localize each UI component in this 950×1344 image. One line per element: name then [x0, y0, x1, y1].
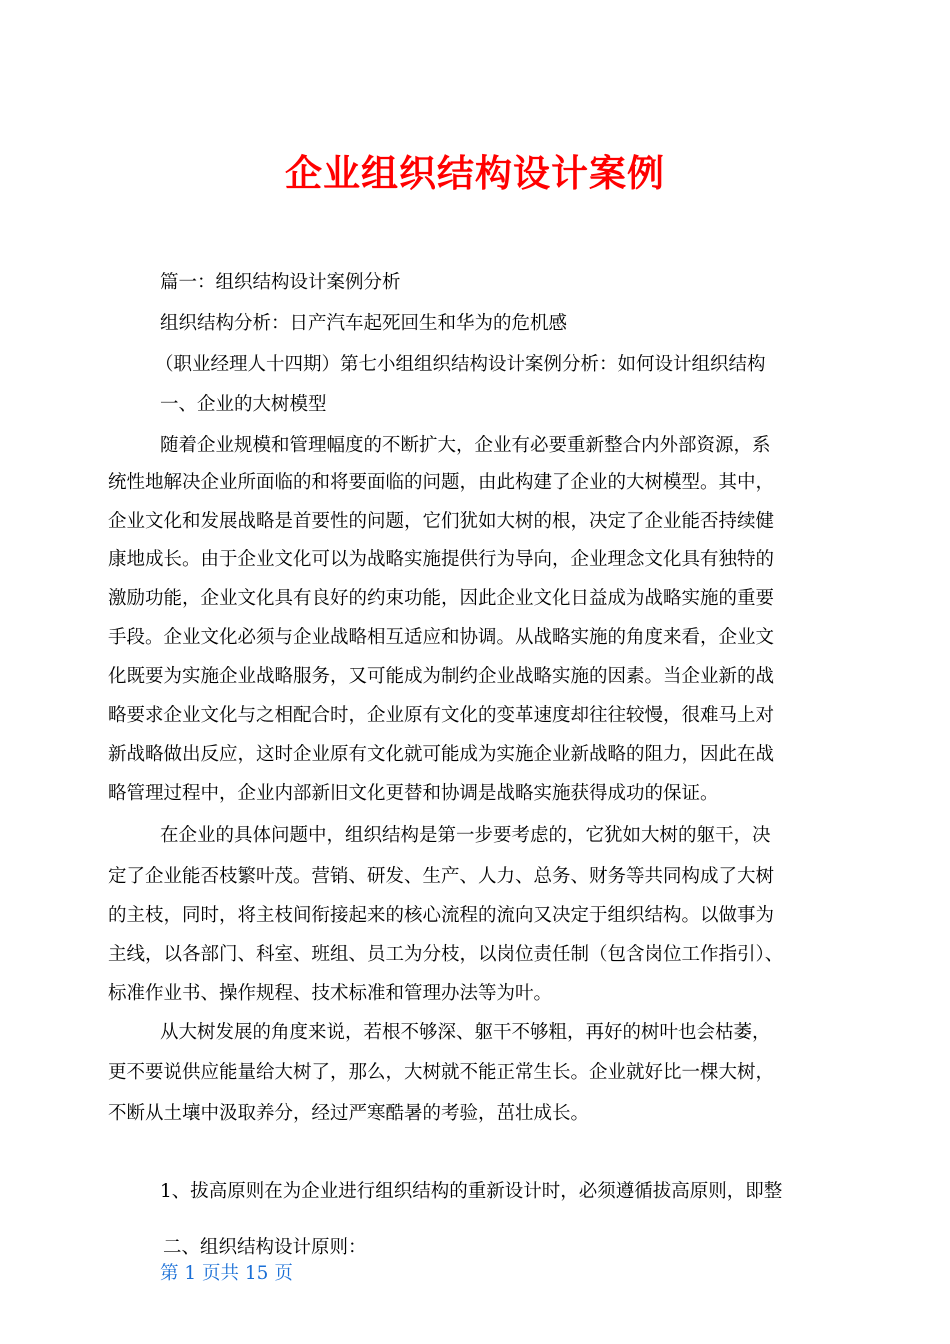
page-number: 第 1 页共 15 页: [160, 1263, 293, 1284]
paragraph-line: 主线，以各部门、科室、班组、员工为分枝，以岗位责任制（包含岗位工作指引）、: [108, 944, 784, 965]
paragraph-line: 统性地解决企业所面临的和将要面临的问题，由此构建了企业的大树模型。其中，: [108, 472, 775, 493]
paragraph-line: 更不要说供应能量给大树了，那么，大树就不能正常生长。企业就好比一棵大树，: [108, 1062, 775, 1083]
paragraph-line: 略管理过程中，企业内部新旧文化更替和协调是战略实施获得成功的保证。: [108, 783, 719, 804]
paragraph-line: 在企业的具体问题中，组织结构是第一步要考虑的，它犹如大树的躯干，决: [160, 825, 771, 846]
paragraph-line: 手段。企业文化必须与企业战略相互适应和协调。从战略实施的角度来看，企业文: [108, 627, 775, 648]
paragraph-line: 随着企业规模和管理幅度的不断扩大，企业有必要重新整合内外部资源，系: [160, 435, 771, 456]
subheading: 组织结构分析：日产汽车起死回生和华为的危机感: [160, 313, 568, 334]
paragraph-line: 康地成长。由于企业文化可以为战略实施提供行为导向，企业理念文化具有独特的: [108, 549, 775, 570]
paragraph-line: 的主枝，同时，将主枝间衔接起来的核心流程的流向又决定于组织结构。以做事为: [108, 905, 775, 926]
paragraph-line: 定了企业能否枝繁叶茂。营销、研发、生产、人力、总务、财务等共同构成了大树: [108, 866, 775, 887]
paragraph-line: 新战略做出反应，这时企业原有文化就可能成为实施企业新战略的阻力，因此在战: [108, 744, 775, 765]
subheading: （职业经理人十四期）第七小组组织结构设计案例分析：如何设计组织结构: [155, 354, 766, 375]
section-heading: 篇一：组织结构设计案例分析: [160, 272, 401, 293]
paragraph-line: 激励功能，企业文化具有良好的约束功能，因此企业文化日益成为战略实施的重要: [108, 588, 775, 609]
section-heading: 一、企业的大树模型: [160, 394, 327, 415]
paragraph-line: 从大树发展的角度来说，若根不够深、躯干不够粗，再好的树叶也会枯萎，: [160, 1022, 771, 1043]
paragraph-line: 略要求企业文化与之相配合时，企业原有文化的变革速度却往往较慢，很难马上对: [108, 705, 775, 726]
document-title: 企业组织结构设计案例: [285, 152, 665, 195]
paragraph-line: 化既要为实施企业战略服务，又可能成为制约企业战略实施的因素。当企业新的战: [108, 666, 775, 687]
paragraph-line: 标准作业书、操作规程、技术标准和管理办法等为叶。: [108, 983, 553, 1004]
section-heading: 二、组织结构设计原则：: [163, 1237, 367, 1258]
paragraph-line: 企业文化和发展战略是首要性的问题，它们犹如大树的根，决定了企业能否持续健: [108, 511, 775, 532]
paragraph-line: 1、拔高原则在为企业进行组织结构的重新设计时，必须遵循拔高原则，即整: [160, 1181, 783, 1202]
paragraph-line: 不断从土壤中汲取养分，经过严寒酷暑的考验，茁壮成长。: [108, 1103, 590, 1124]
